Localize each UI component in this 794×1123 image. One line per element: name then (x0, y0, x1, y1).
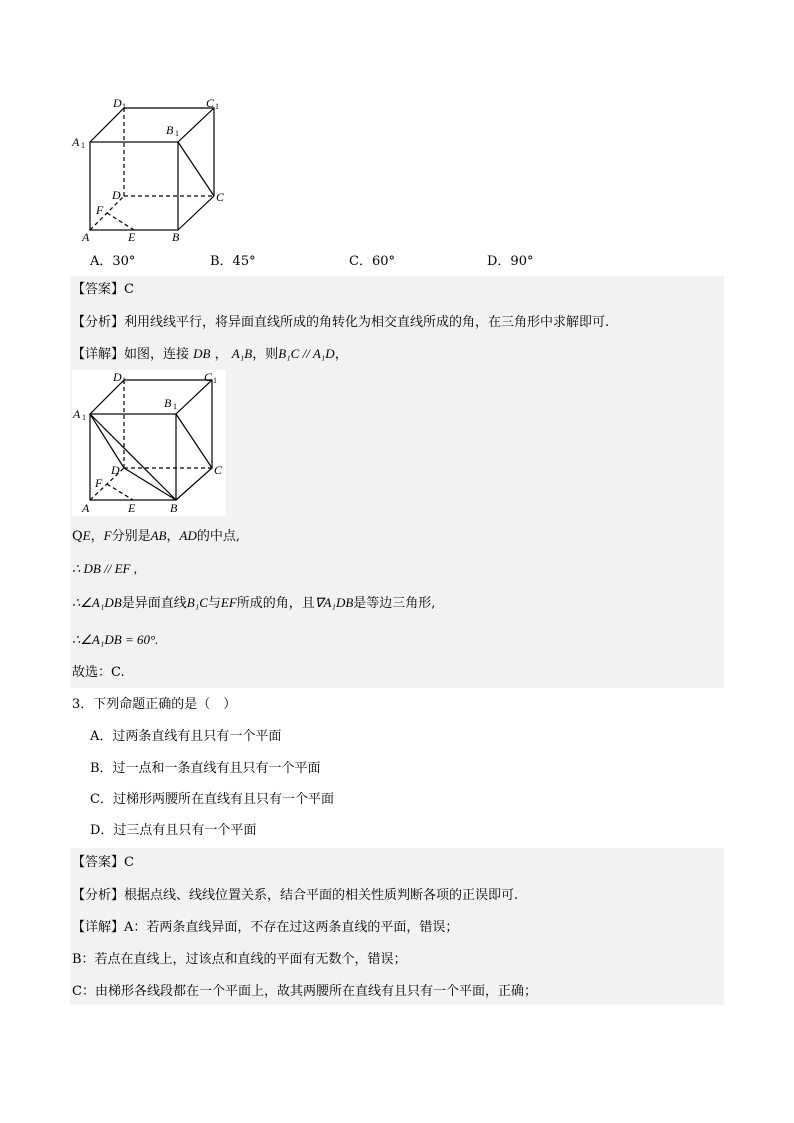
label2-d: D (111, 463, 120, 477)
label-a: A (82, 230, 90, 244)
q2-answer: 【答案】C (72, 282, 134, 297)
q2-analysis: 【分析】利用线线平行，将异面直线所成的角转化为相交直线所成的角，在三角形中求解即可. (72, 315, 610, 330)
option-b: B．45° (210, 254, 256, 269)
label-f: F (96, 203, 104, 217)
q3-detail-c: C：由梯形各线段都在一个平面上，故其两腰所在直线有且只有一个平面，正确； (72, 984, 537, 999)
label2-a1: A (73, 407, 81, 421)
q2-detail: 【详解】如图，连接 DB ， A₁B，则B₁C // A₁D， (72, 346, 348, 362)
svg-text:1: 1 (175, 129, 179, 138)
q2-step3: ∴∠A₁DB是异面直线B₁C与EF所成的角，且∇A₁DB是等边三角形, (72, 595, 436, 611)
cube-figure-1 (70, 92, 230, 244)
label2-c1: C (204, 370, 213, 384)
svg-text:1: 1 (81, 141, 85, 150)
label2-e: E (128, 501, 136, 515)
label2-f: F (95, 476, 103, 490)
q3-option-c: C．过梯形两腰所在直线有且只有一个平面 (90, 792, 334, 807)
q2-choose: 故选：C. (72, 665, 125, 680)
label-b1: B (166, 123, 174, 137)
q3-detail-b: B：若点在直线上，过该点和直线的平面有无数个，错误； (72, 952, 407, 967)
option-c: C．60° (349, 254, 395, 269)
label-b: B (172, 230, 180, 244)
q2-step1: QE，F分别是AB，AD的中点, (72, 528, 240, 544)
option-d: D．90° (487, 254, 534, 269)
svg-text:1: 1 (122, 102, 126, 111)
q3-stem: 3．下列命题正确的是（ ） (72, 697, 237, 712)
q2-step4: ∴∠A₁DB = 60°. (72, 632, 159, 647)
label-d: D (112, 188, 121, 202)
label2-a: A (82, 501, 90, 515)
label2-d1: D (113, 370, 122, 384)
q3-option-b: B．过一点和一条直线有且只有一个平面 (90, 761, 321, 776)
q2-step2: ∴ DB // EF , (72, 561, 137, 576)
label-d1: D (113, 96, 122, 110)
label2-c: C (214, 463, 223, 477)
q3-analysis: 【分析】根据点线、线线位置关系，结合平面的相关性质判断各项的正误即可. (72, 888, 519, 903)
label2-b1: B (164, 396, 172, 410)
svg-text:1: 1 (173, 402, 177, 411)
cube-figure-2 (72, 370, 226, 516)
option-a: A．30° (90, 254, 136, 269)
label-c1: C (206, 96, 215, 110)
label-a1: A (72, 135, 80, 149)
label2-b: B (170, 501, 178, 515)
svg-text:1: 1 (215, 102, 219, 111)
q3-option-d: D．过三点有且只有一个平面 (90, 823, 257, 838)
label-e: E (128, 230, 136, 244)
svg-text:1: 1 (213, 376, 217, 385)
q3-option-a: A．过两条直线有且只有一个平面 (90, 729, 282, 744)
q3-answer: 【答案】C (72, 855, 134, 870)
svg-text:1: 1 (82, 413, 86, 422)
label-c: C (216, 190, 225, 204)
svg-text:1: 1 (122, 376, 126, 385)
q3-detail-a: 【详解】A：若两条直线异面，不存在过这两条直线的平面，错误； (72, 920, 459, 935)
